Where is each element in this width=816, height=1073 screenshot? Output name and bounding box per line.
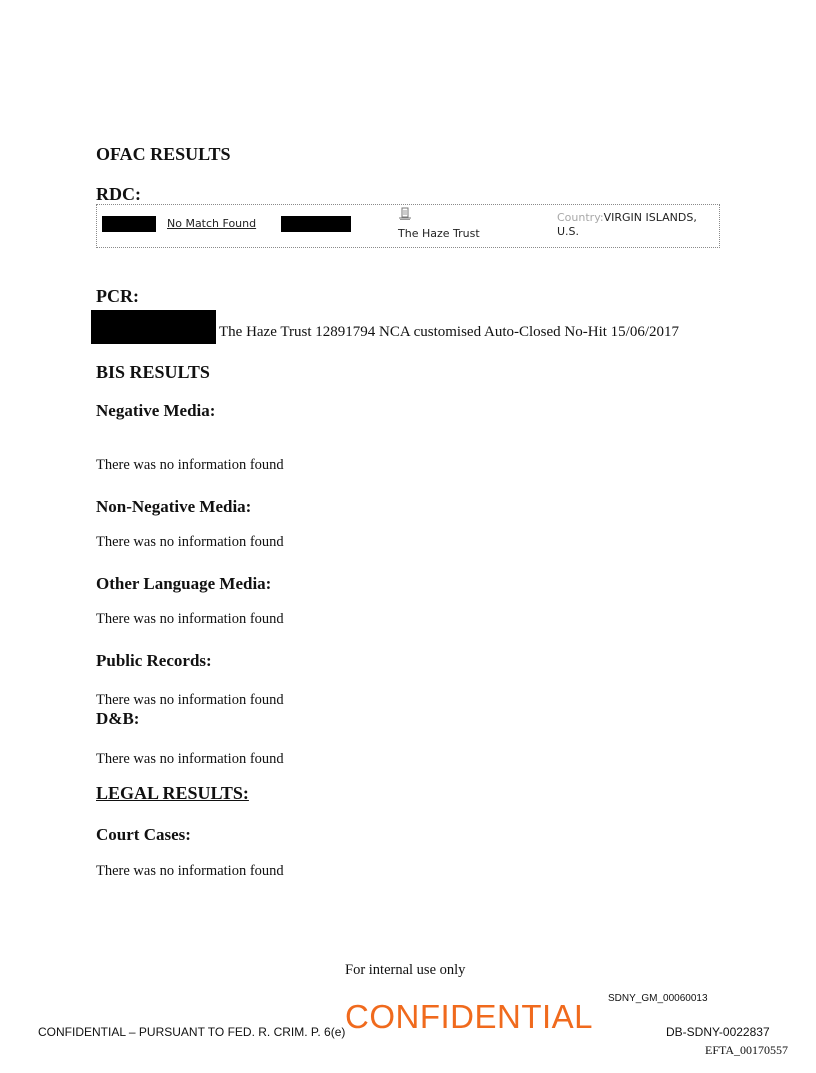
building-icon	[398, 207, 412, 220]
country-label: Country:	[557, 211, 604, 224]
redaction-block	[281, 216, 351, 232]
no-match-link[interactable]: No Match Found	[167, 217, 257, 230]
rdc-heading: RDC:	[96, 184, 141, 204]
court-cases-text: There was no information found	[96, 863, 284, 879]
dnb-text: There was no information found	[96, 751, 284, 767]
other-language-media-heading: Other Language Media:	[96, 574, 272, 593]
non-negative-media-heading: Non-Negative Media:	[96, 497, 252, 516]
negative-media-text: There was no information found	[96, 457, 284, 473]
internal-use-note: For internal use only	[345, 962, 466, 978]
negative-media-heading: Negative Media:	[96, 401, 216, 420]
other-language-media-text: There was no information found	[96, 611, 284, 627]
court-cases-heading: Court Cases:	[96, 825, 191, 844]
redaction-block	[102, 216, 156, 232]
legal-heading: LEGAL RESULTS:	[96, 783, 249, 803]
confidential-notice: CONFIDENTIAL – PURSUANT TO FED. R. CRIM. P. 6(e)	[38, 1025, 346, 1039]
ofac-heading: OFAC RESULTS	[96, 144, 231, 164]
pcr-record: The Haze Trust 12891794 NCA customised Auto-Closed No-Hit 15/06/2017	[219, 324, 679, 340]
pcr-heading: PCR:	[96, 286, 139, 306]
public-records-heading: Public Records:	[96, 651, 212, 670]
country-value: VIRGIN ISLANDS, U.S.	[557, 211, 697, 238]
country-field	[557, 211, 717, 239]
bis-heading: BIS RESULTS	[96, 362, 210, 382]
confidential-stamp: CONFIDENTIAL	[345, 998, 594, 1035]
rdc-result-row	[96, 204, 720, 248]
public-records-text: There was no information found	[96, 692, 284, 708]
entity-name: The Haze Trust	[398, 227, 480, 240]
db-bates-number: DB-SDNY-0022837	[666, 1025, 770, 1039]
redaction-block	[91, 310, 216, 344]
non-negative-media-text: There was no information found	[96, 534, 284, 550]
bates-number: SDNY_GM_00060013	[608, 993, 708, 1004]
efta-number: EFTA_00170557	[705, 1043, 789, 1057]
dnb-heading: D&B:	[96, 709, 140, 728]
